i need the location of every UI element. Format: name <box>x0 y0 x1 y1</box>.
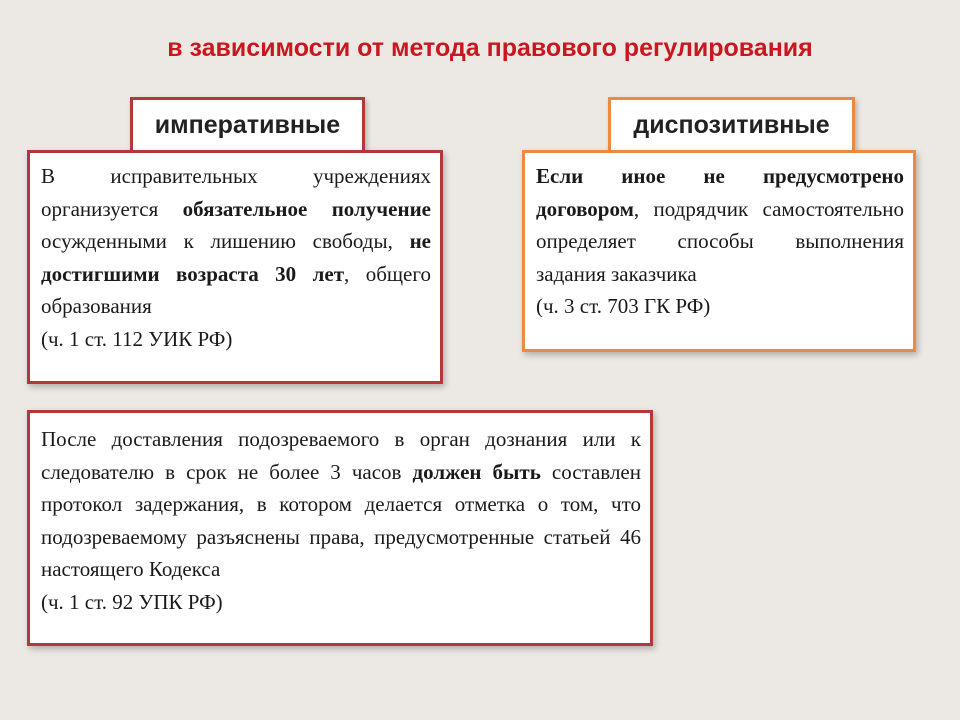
bold-fragment: должен быть <box>412 459 541 484</box>
imperative-example-text <box>41 160 431 323</box>
text-fragment: После доставления подозреваемого в орган дознания или к следователю в срок не более 3 часов <box>41 427 641 484</box>
imperative-label <box>130 97 365 154</box>
imperative-label-text: императивные <box>154 111 341 139</box>
slide-title: в зависимости от метода правового регулирования <box>167 34 813 62</box>
second-imperative-example-reference: (ч. 1 ст. 92 УПК РФ) <box>41 589 223 614</box>
text-fragment: В исправительных учреждениях организуется <box>41 164 431 221</box>
imperative-example-card <box>27 150 443 384</box>
imperative-example-reference: (ч. 1 ст. 112 УИК РФ) <box>41 326 233 351</box>
bold-fragment: не достигшими возраста 30 лет <box>41 229 431 286</box>
dispositive-example-reference: (ч. 3 ст. 703 ГК РФ) <box>536 294 711 318</box>
bold-fragment: обязательное получение <box>182 196 431 221</box>
text-fragment: составлен протокол задержания, в котором делается отметка о том, что подозреваемому разъяснены права, предусмотренные статьей 46 настоящего Кодекса <box>41 459 641 581</box>
text-fragment: , общего образования <box>41 261 431 318</box>
second-imperative-example-text <box>41 423 641 586</box>
dispositive-example-card <box>522 150 916 352</box>
dispositive-example-text <box>536 160 904 290</box>
bold-fragment: Если иное не предусмотрено договором <box>536 164 904 221</box>
dispositive-label <box>608 97 855 154</box>
text-fragment: осужденными к лишению свободы, <box>41 229 410 253</box>
text-fragment: , подрядчик самостоятельно определяет способы выполнения задания заказчика <box>536 196 904 286</box>
dispositive-label-text: диспозитивные <box>633 111 830 139</box>
second-imperative-example-card <box>27 410 653 646</box>
